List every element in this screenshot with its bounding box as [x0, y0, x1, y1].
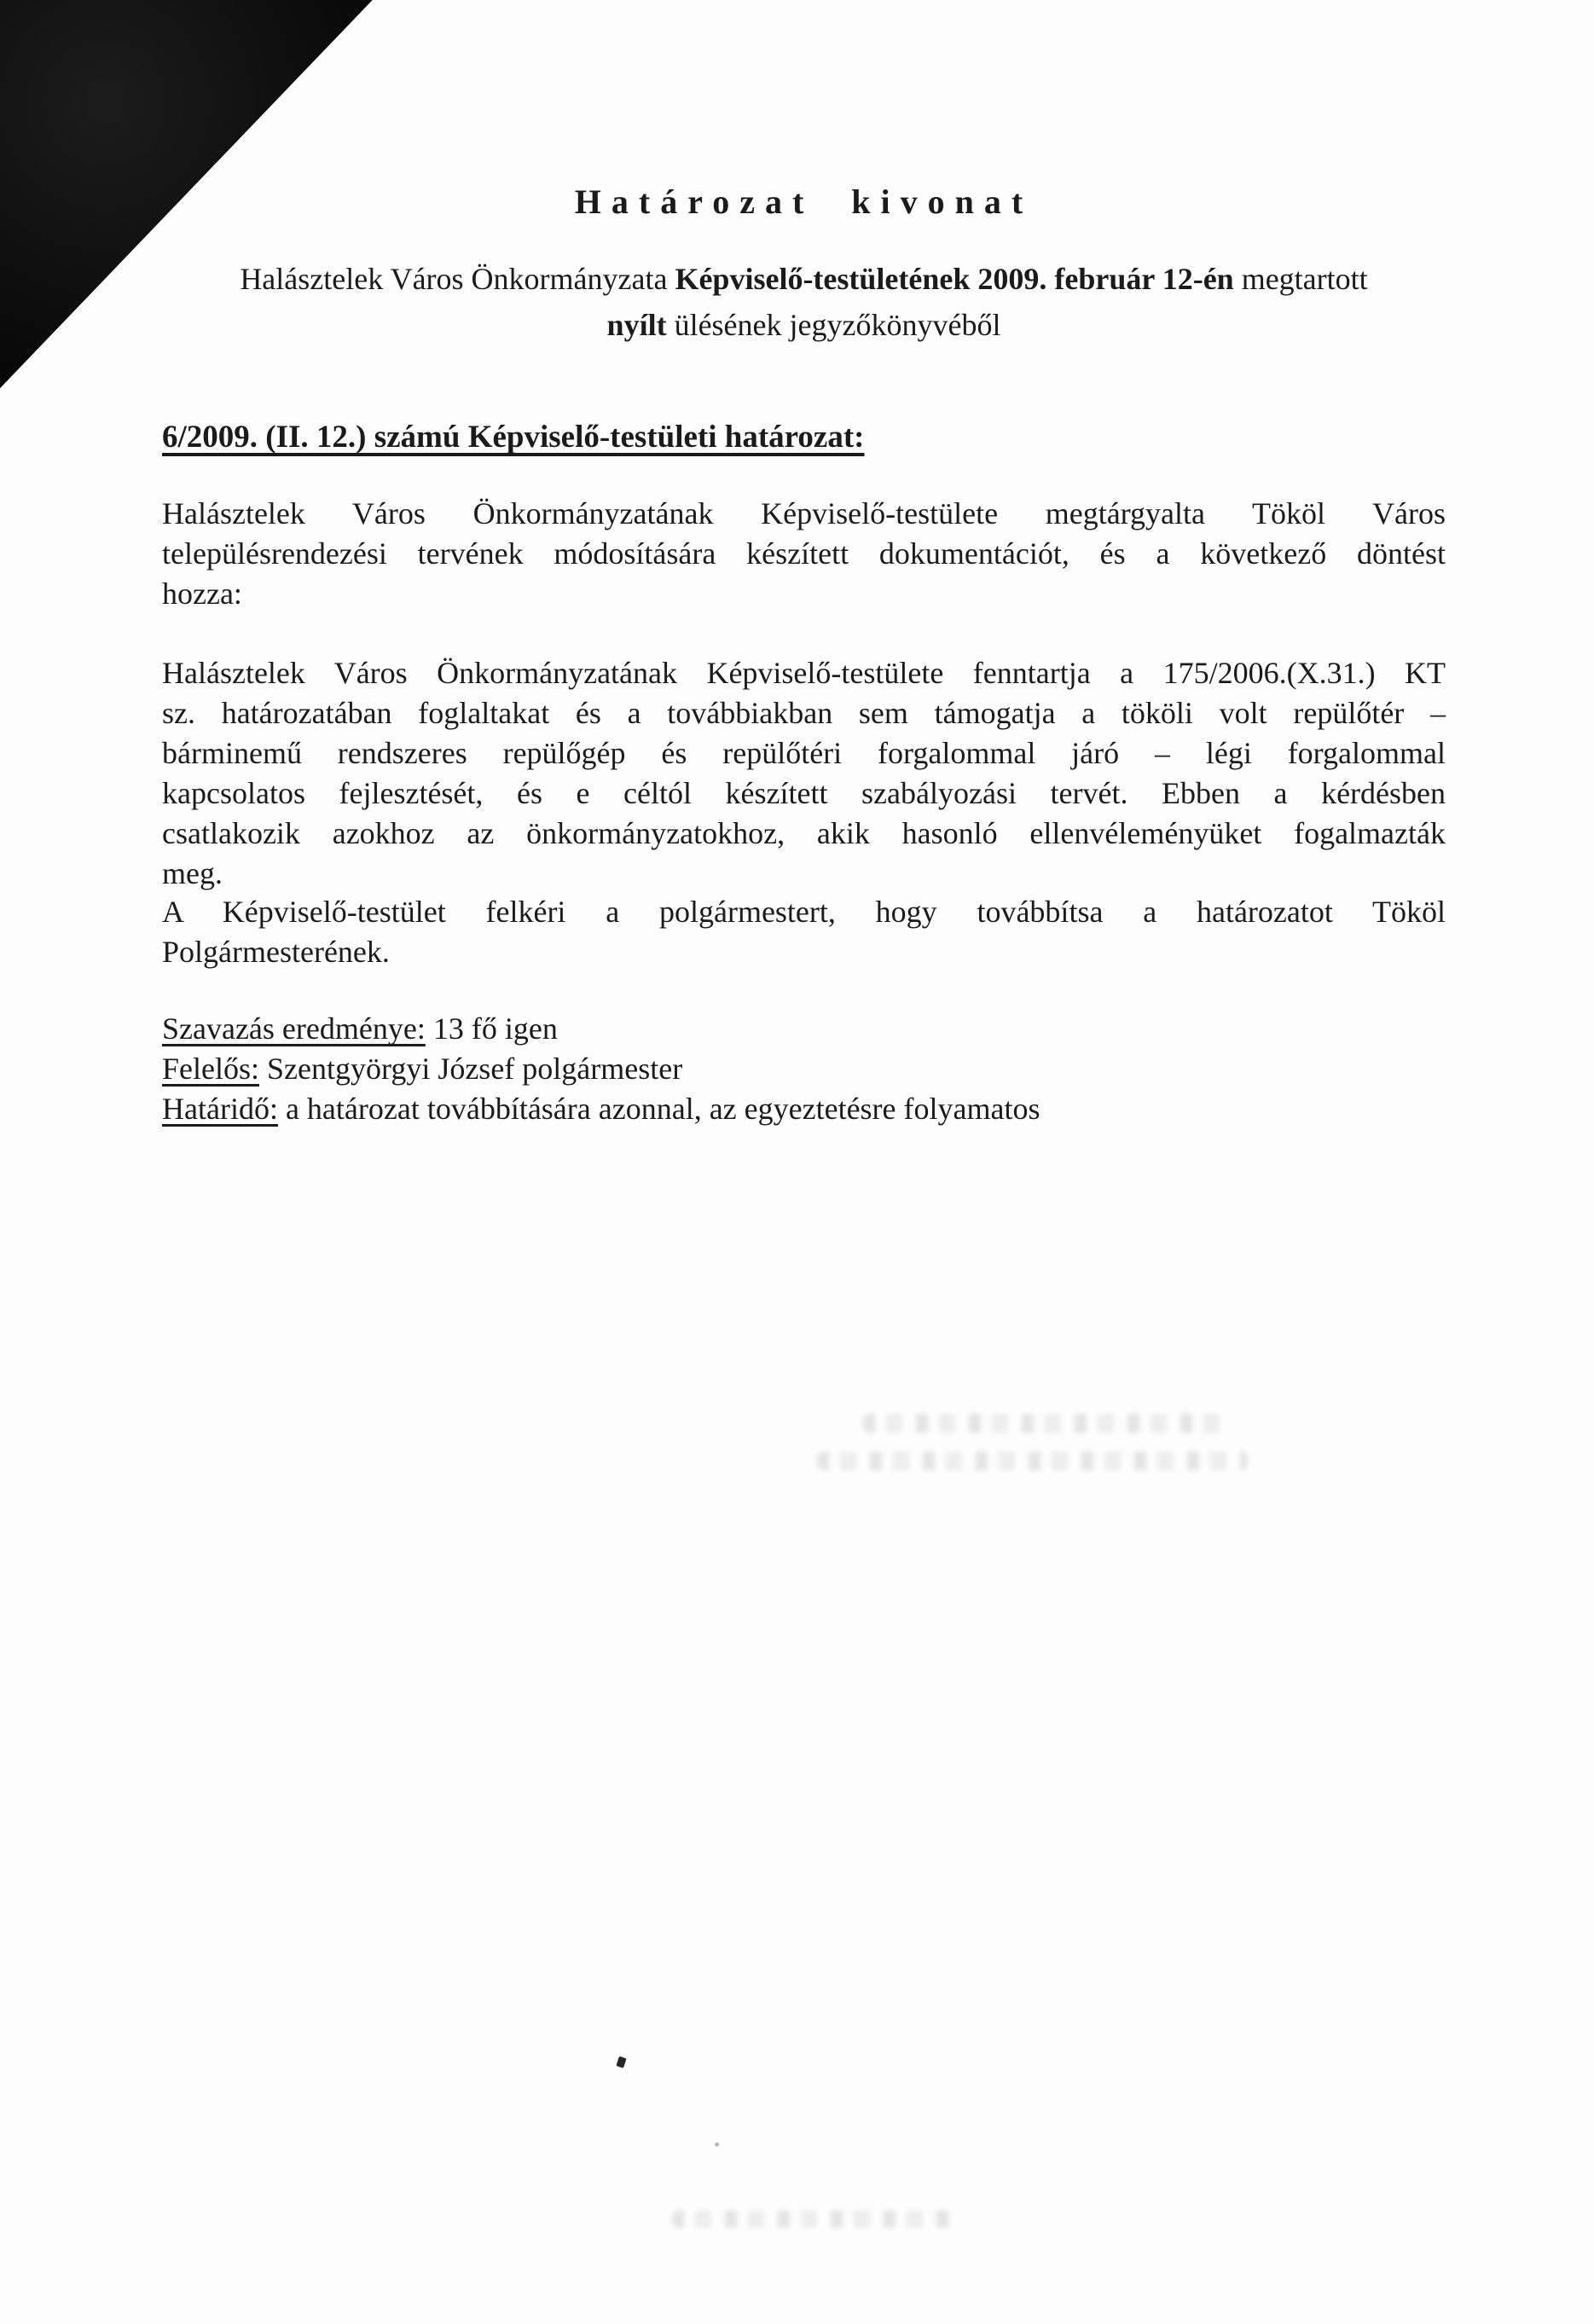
results-block — [162, 1009, 1446, 1129]
responsible-value: Szentgyörgyi József polgármester — [259, 1052, 683, 1086]
subtitle-seg-normal: ülésének jegyzőkönyvéből — [666, 308, 1001, 342]
bleed-through-smudge — [863, 1414, 1230, 1433]
subtitle-line-2 — [162, 302, 1446, 348]
responsible-label: Felelős: — [162, 1052, 259, 1086]
responsible-line — [162, 1049, 1446, 1089]
bleed-through-smudge — [817, 1452, 1248, 1470]
resolution-heading-text: 6/2009. (II. 12.) számú Képviselő-testületi határozat: — [162, 420, 865, 455]
resolution-heading — [162, 417, 865, 457]
body-line: kapcsolatos fejlesztését, és e céltól készített szabályozási tervét. Ebben a kérdésben — [162, 776, 1446, 810]
paragraph-forwarding — [162, 892, 1446, 972]
body-line: bárminemű rendszeres repülőgép és repülőtéri forgalommal járó – légi forgalommal — [162, 736, 1446, 770]
deadline-label: Határidő: — [162, 1092, 278, 1126]
body-line: A Képviselő-testület felkéri a polgármestert, hogy továbbítsa a határozatot Tököl — [162, 895, 1446, 929]
body-line: Polgármesterének. — [162, 935, 390, 969]
deadline-line — [162, 1089, 1446, 1129]
subtitle-seg-bold-open: nyílt — [606, 308, 667, 342]
body-line: Halásztelek Város Önkormányzatának Képviselő-testülete fenntartja a 175/2006.(X.31.) KT — [162, 656, 1446, 690]
document-title: Határozat kivonat — [574, 183, 1034, 221]
subtitle-line-1 — [162, 256, 1446, 302]
ink-speck — [715, 2142, 719, 2147]
body-line: csatlakozik azokhoz az önkormányzatokhoz, akik hasonló ellenvéleményüket fogalmazták — [162, 816, 1446, 850]
deadline-value: a határozat továbbítására azonnal, az egyeztetésre folyamatos — [277, 1092, 1040, 1126]
subtitle-seg-normal: Halásztelek Város Önkormányzata — [240, 262, 675, 296]
bleed-through-smudge — [672, 2211, 958, 2228]
paragraph-decision-body — [162, 653, 1446, 894]
vote-result-label: Szavazás eredménye: — [162, 1011, 426, 1046]
ink-speck — [616, 2056, 626, 2068]
document-subtitle — [162, 256, 1446, 348]
body-line: meg. — [162, 856, 223, 890]
vote-result-value: 13 fő igen — [425, 1011, 558, 1046]
paragraph-decision-intro — [162, 494, 1446, 614]
subtitle-seg-bold-date: Képviselő-testületének 2009. február 12-én — [675, 262, 1234, 296]
body-line: Halásztelek Város Önkormányzatának Képviselő-testülete megtárgyalta Tököl Város — [162, 496, 1446, 530]
body-line: sz. határozatában foglaltakat és a továbbiakban sem támogatja a tököli volt repülőtér – — [162, 696, 1446, 730]
subtitle-seg-normal: megtartott — [1233, 262, 1368, 296]
body-line: hozza: — [162, 577, 242, 611]
vote-result-line — [162, 1009, 1446, 1049]
body-line: településrendezési tervének módosítására készített dokumentációt, és a következő döntést — [162, 536, 1446, 571]
